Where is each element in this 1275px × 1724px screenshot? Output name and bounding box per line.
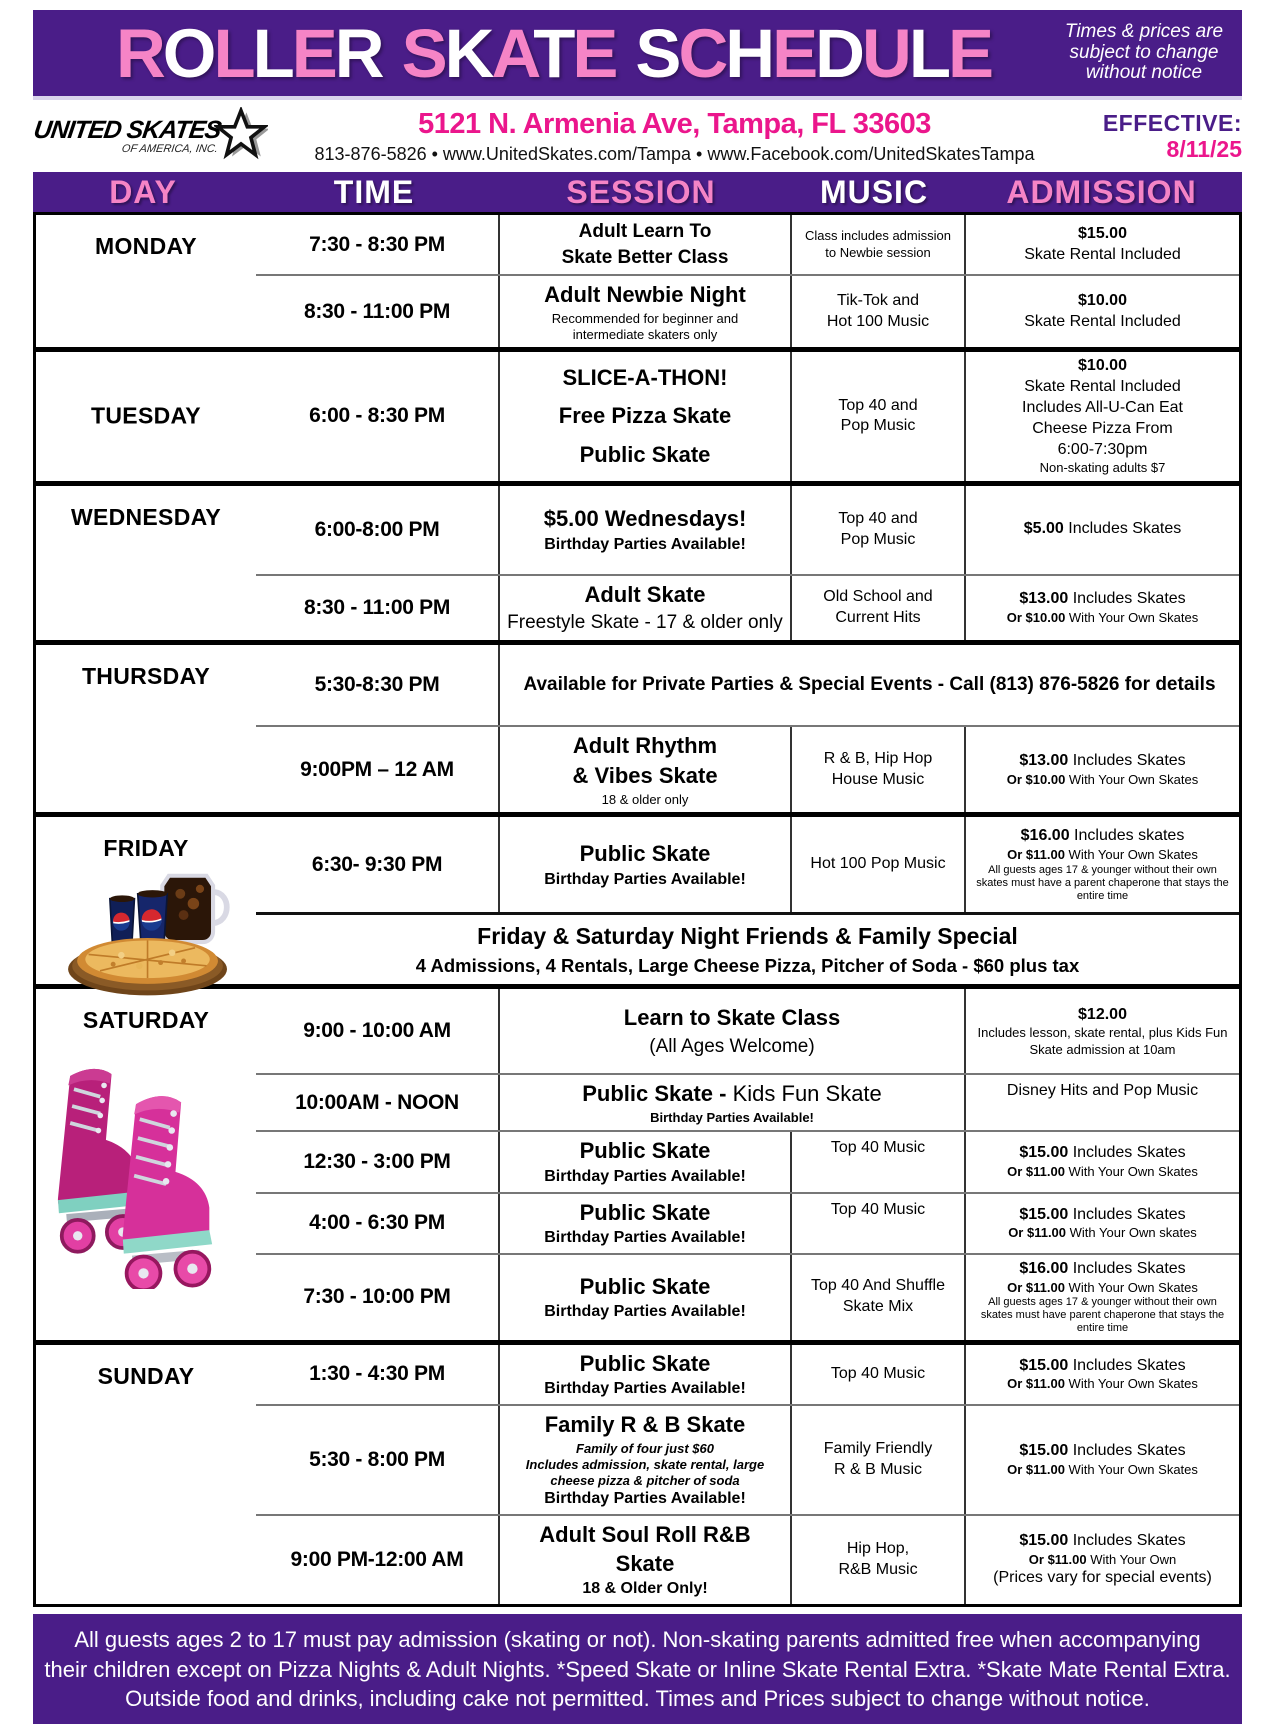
admission-cell	[964, 1075, 1239, 1130]
admission-cell	[964, 1516, 1239, 1604]
session-cell	[498, 215, 790, 274]
text-line: 6:00-7:30pm	[1057, 440, 1148, 458]
day-cell	[36, 989, 256, 1339]
time-cell: 9:00PM – 12 AM	[300, 757, 454, 781]
schedule-row	[256, 1253, 1239, 1340]
pizza-and-soda-image	[64, 861, 236, 1002]
text-line: Class includes admission	[805, 228, 951, 244]
music-cell	[790, 576, 964, 640]
day-label: THURSDAY	[81, 662, 211, 689]
text-line: Freestyle Skate - 17 & older only	[507, 612, 783, 634]
text-line: $16.00 Includes skates	[1020, 827, 1185, 845]
column-header-time: TIME	[333, 173, 415, 210]
column-header-band	[33, 172, 1242, 212]
text-line: Family R & B Skate	[544, 1411, 746, 1437]
contact-line: 813-876-5826 • www.UnitedSkates.com/Tampa • www.Facebook.com/UnitedSkatesTampa	[314, 144, 1035, 165]
text-line: Cheese Pizza From	[1032, 419, 1173, 437]
time-cell: 5:30-8:30 PM	[314, 672, 440, 696]
admission-cell	[964, 1255, 1239, 1340]
text-line: Birthday Parties Available!	[544, 1490, 746, 1508]
text-line: Top 40 and	[838, 396, 918, 414]
text-line: $15.00 Includes Skates	[1019, 1356, 1186, 1374]
time-cell: 7:30 - 10:00 PM	[303, 1285, 451, 1309]
day-rows	[256, 645, 1239, 812]
text-line: 18 & Older Only!	[582, 1580, 708, 1598]
session-cell	[498, 817, 790, 912]
time-cell: 10:00AM - NOON	[295, 1090, 459, 1114]
schedule-row	[256, 274, 1239, 347]
day-section-sunday	[36, 1340, 1239, 1605]
text-line: Skate Better Class	[561, 246, 729, 268]
text-line: Or $11.00 With Your Own skates	[1008, 1225, 1197, 1241]
text-line: Adult Newbie Night	[544, 282, 746, 308]
session-cell	[498, 1255, 790, 1340]
day-rows	[256, 817, 1239, 984]
day-rows	[256, 352, 1239, 480]
time-cell: 8:30 - 11:00 PM	[303, 595, 451, 619]
text-line: $15.00 Includes Skates	[1019, 1144, 1186, 1162]
title-letter: E	[572, 14, 616, 92]
text-line: Skate Rental Included	[1024, 245, 1181, 263]
text-line: Adult Learn To	[578, 221, 712, 242]
title-letter: R	[334, 14, 382, 92]
music-cell	[790, 1194, 964, 1253]
music-cell	[790, 1345, 964, 1404]
time-cell: 8:30 - 11:00 PM	[303, 299, 451, 323]
time-cell: 6:30- 9:30 PM	[311, 852, 443, 876]
footer-line: their children except on Pizza Nights & Adult Nights. *Speed Skate or Inline Skate Rental Extra. *Skate Mate Rental Extra.	[44, 1656, 1231, 1682]
title-letter: O	[162, 14, 214, 92]
text-line: Public Skate	[579, 441, 711, 467]
title-note-line: subject to change	[1069, 41, 1219, 63]
text-line: Public Skate	[579, 841, 711, 867]
admission-cell	[964, 215, 1239, 274]
address-block	[285, 108, 1064, 165]
music-cell	[790, 486, 964, 574]
session-cell	[498, 989, 964, 1073]
text-line: Skate Rental Included	[1024, 312, 1181, 330]
schedule-row	[256, 1192, 1239, 1253]
day-label: MONDAY	[95, 233, 197, 259]
day-cell	[36, 645, 256, 812]
day-cell	[36, 486, 256, 640]
day-label: SUNDAY	[97, 1362, 195, 1389]
admission-cell	[964, 1345, 1239, 1404]
text-line: All guests ages 17 & younger without their own skates must have parent chaperone that stays the entire time	[980, 1295, 1225, 1335]
text-line: Old School and	[823, 587, 933, 605]
text-line: Or $10.00 With Your Own Skates	[1006, 771, 1199, 787]
admission-cell	[964, 352, 1239, 480]
text-line: Birthday Parties Available!	[650, 1109, 814, 1125]
text-line: cheese pizza & pitcher of soda	[550, 1473, 740, 1488]
schedule-row	[256, 817, 1239, 912]
text-line: $10.00	[1078, 357, 1127, 375]
text-line: (Prices vary for special events)	[993, 1569, 1212, 1587]
special-offer-title: Friday & Saturday Night Friends & Family Special	[477, 923, 1018, 950]
column-header-day: DAY	[109, 173, 177, 210]
day-cell	[36, 1345, 256, 1605]
time-cell: 4:00 - 6:30 PM	[309, 1211, 445, 1235]
day-section-monday	[36, 215, 1239, 347]
session-cell	[498, 352, 790, 480]
text-line: SLICE-A-THON!	[562, 364, 728, 390]
text-line: 18 & older only	[601, 792, 689, 808]
text-line: Public Skate	[579, 1273, 711, 1299]
music-cell	[790, 817, 964, 912]
pink-roller-skates-image	[42, 1051, 230, 1294]
text-line: $5.00 Includes Skates	[1023, 520, 1182, 538]
column-header-music: MUSIC	[819, 173, 929, 210]
time-cell: 6:00-8:00 PM	[314, 517, 440, 541]
time-cell: 1:30 - 4:30 PM	[309, 1362, 445, 1386]
text-line: $15.00 Includes Skates	[1019, 1532, 1186, 1550]
text-line: Or $11.00 With Your Own Skates	[1007, 1462, 1198, 1478]
admission-cell	[964, 486, 1239, 574]
time-cell: 6:00 - 8:30 PM	[309, 404, 445, 428]
music-cell	[790, 1406, 964, 1514]
title-letter: A	[491, 14, 534, 92]
schedule-row	[256, 574, 1239, 640]
schedule-row	[256, 1514, 1239, 1604]
title-letter: L	[908, 14, 949, 92]
text-line: Free Pizza Skate	[558, 403, 732, 429]
title-letter: H	[725, 14, 773, 92]
text-line: $15.00 Includes Skates	[1019, 1205, 1186, 1223]
day-section-saturday	[36, 984, 1239, 1339]
schedule-row	[256, 215, 1239, 274]
text-line: $15.00	[1078, 224, 1127, 242]
music-cell	[790, 215, 964, 274]
special-offer-row	[256, 912, 1239, 984]
admission-cell	[964, 727, 1239, 812]
text-line: to Newbie session	[825, 244, 931, 260]
text-line: Birthday Parties Available!	[544, 1229, 746, 1247]
text-line: Includes lesson, skate rental, plus Kids Fun Skate admission at 10am	[977, 1025, 1228, 1057]
text-line: Disney Hits and Pop Music	[1006, 1082, 1199, 1100]
text-line: R&B Music	[838, 1561, 918, 1579]
text-line: & Vibes Skate	[572, 763, 718, 789]
title-letter: L	[252, 14, 292, 92]
text-line: Public Skate - Kids Fun Skate	[582, 1081, 882, 1107]
text-line: Available for Private Parties & Special Events - Call (813) 876-5826 for details	[523, 674, 1216, 696]
time-cell: 5:30 - 8:00 PM	[309, 1447, 445, 1471]
text-line: Or $11.00 With Your Own Skates	[1007, 1164, 1198, 1180]
title-letter: T	[533, 14, 573, 92]
effective-block	[1064, 111, 1242, 163]
admission-cell	[964, 1132, 1239, 1191]
logo-name: UNITED SKATES	[31, 116, 223, 144]
text-line: All guests ages 17 & younger without their own skates must have a parent chaperone that stays the entire time	[976, 863, 1229, 902]
text-line: $12.00	[1078, 1005, 1127, 1023]
column-header-session: SESSION	[566, 173, 716, 210]
text-line: Birthday Parties Available!	[544, 1167, 746, 1185]
text-line: Birthday Parties Available!	[544, 1303, 746, 1321]
footer-line: Outside food and drinks, including cake not permitted. Times and Prices subject to change without notice.	[125, 1685, 1150, 1711]
title-letter: D	[815, 14, 863, 92]
text-line: Top 40 Music	[830, 1200, 926, 1218]
text-line: $5.00 Wednesdays!	[543, 505, 747, 531]
admission-cell	[964, 276, 1239, 347]
admission-cell	[964, 989, 1239, 1073]
text-line: Birthday Parties Available!	[544, 535, 746, 553]
title-letter: E	[772, 14, 816, 92]
text-line: $16.00 Includes Skates	[1019, 1259, 1186, 1277]
text-line: Recommended for beginner and	[551, 310, 739, 326]
music-cell	[790, 1132, 964, 1191]
session-cell	[498, 1406, 790, 1514]
text-line: Or $11.00 With Your Own Skates	[1007, 1376, 1198, 1392]
text-line: $10.00	[1078, 292, 1127, 310]
title-letter: U	[862, 14, 909, 92]
admission-cell	[964, 576, 1239, 640]
footer-line: All guests ages 2 to 17 must pay admission (skating or not). Non-skating parents admitted free when accompanying	[74, 1627, 1201, 1653]
title-letter: L	[213, 14, 253, 92]
text-line: R & B, Hip Hop	[823, 749, 933, 767]
session-cell	[498, 1345, 790, 1404]
flyer	[33, 10, 1242, 1724]
effective-date: 8/11/25	[1166, 135, 1242, 162]
music-cell	[790, 352, 964, 480]
schedule-row	[256, 1404, 1239, 1514]
title-note	[1060, 22, 1228, 85]
day-label: FRIDAY	[103, 835, 189, 862]
day-label: SATURDAY	[82, 1007, 210, 1034]
schedule-row	[256, 1130, 1239, 1191]
schedule-row	[256, 486, 1239, 574]
time-cell: 12:30 - 3:00 PM	[303, 1149, 451, 1173]
day-cell	[36, 215, 256, 347]
title-letter: S	[401, 14, 445, 92]
united-skates-logo	[33, 107, 285, 166]
text-line: Top 40 Music	[830, 1139, 926, 1157]
title-letter: C	[678, 14, 726, 92]
session-cell	[498, 1194, 790, 1253]
text-line: Top 40 and	[838, 509, 918, 527]
text-line: Top 40 And Shuffle	[810, 1277, 946, 1295]
title-note-line: Times & prices are	[1064, 20, 1224, 42]
session-cell	[498, 1075, 964, 1130]
day-rows	[256, 989, 1239, 1339]
schedule-row	[256, 725, 1239, 812]
schedule-row	[256, 645, 1239, 725]
music-cell	[790, 1516, 964, 1604]
day-rows	[256, 215, 1239, 347]
text-line: Skate Rental Included	[1024, 378, 1181, 396]
text-line: Family Friendly	[823, 1440, 933, 1458]
special-offer-subtitle: 4 Admissions, 4 Rentals, Large Cheese Pizza, Pitcher of Soda - $60 plus tax	[415, 955, 1080, 977]
text-line: Tik-Tok and	[836, 292, 920, 310]
text-line: Hot 100 Music	[826, 312, 930, 330]
day-rows	[256, 486, 1239, 640]
text-line: Top 40 Music	[830, 1364, 926, 1382]
session-cell	[498, 645, 1239, 725]
text-line: Current Hits	[835, 608, 921, 626]
admission-cell	[964, 817, 1239, 912]
text-line: Includes All-U-Can Eat	[1022, 398, 1183, 416]
text-line: Birthday Parties Available!	[544, 1380, 746, 1398]
music-cell	[790, 1255, 964, 1340]
text-line: Hot 100 Pop Music	[810, 855, 946, 873]
title-letter: K	[444, 14, 492, 92]
text-line: Birthday Parties Available!	[544, 870, 746, 888]
text-line: Includes admission, skate rental, large	[525, 1456, 765, 1472]
day-label: TUESDAY	[91, 402, 201, 429]
text-line: House Music	[831, 770, 925, 788]
column-header-admission: ADMISSION	[1006, 173, 1197, 210]
day-cell	[36, 352, 256, 480]
text-line: $13.00 Includes Skates	[1019, 752, 1186, 770]
text-line: Non-skating adults $7	[1039, 460, 1166, 476]
title-band	[33, 10, 1242, 100]
schedule-row	[256, 1073, 1239, 1130]
title-letter: E	[948, 14, 992, 92]
session-cell	[498, 486, 790, 574]
text-line: Hip Hop,	[846, 1540, 910, 1558]
page-title	[47, 14, 1060, 92]
text-line: Family of four just $60	[576, 1440, 714, 1456]
day-cell	[36, 817, 256, 984]
text-line: Public Skate	[579, 1138, 711, 1164]
effective-label: EFFECTIVE:	[1102, 109, 1242, 136]
time-cell: 7:30 - 8:30 PM	[309, 232, 445, 256]
day-section-wednesday	[36, 481, 1239, 640]
time-cell: 9:00 - 10:00 AM	[303, 1019, 451, 1043]
text-line: Adult Soul Roll R&B Skate	[539, 1522, 751, 1576]
day-section-tuesday	[36, 347, 1239, 480]
admission-cell	[964, 1406, 1239, 1514]
schedule-row	[256, 989, 1239, 1073]
session-cell	[498, 727, 790, 812]
music-cell	[790, 727, 964, 812]
address: 5121 N. Armenia Ave, Tampa, FL 33603	[418, 107, 931, 140]
footer-notice	[33, 1614, 1242, 1724]
text-line: intermediate skaters only	[572, 327, 718, 343]
admission-cell	[964, 1194, 1239, 1253]
text-line: $13.00 Includes Skates	[1019, 590, 1186, 608]
text-line: $15.00 Includes Skates	[1019, 1442, 1186, 1460]
text-line: Or $11.00 With Your Own	[1028, 1551, 1177, 1567]
title-letter: E	[291, 14, 335, 92]
text-line: Adult Rhythm	[572, 732, 718, 758]
text-line: Pop Music	[840, 417, 916, 435]
text-line: Adult Skate	[584, 581, 706, 607]
time-cell: 9:00 PM-12:00 AM	[290, 1548, 464, 1572]
text-line: Public Skate	[579, 1350, 711, 1376]
music-cell	[790, 276, 964, 347]
text-line: Or $10.00 With Your Own Skates	[1006, 610, 1199, 625]
logo-subname: OF AMERICA, INC.	[120, 143, 219, 155]
session-cell	[498, 576, 790, 640]
day-rows	[256, 1345, 1239, 1605]
text-line: Or $11.00 With Your Own Skates	[1007, 847, 1198, 863]
session-cell	[498, 1132, 790, 1191]
schedule-row	[256, 1345, 1239, 1404]
text-line: (All Ages Welcome)	[649, 1035, 815, 1057]
text-line: Public Skate	[579, 1199, 711, 1225]
session-cell	[498, 1516, 790, 1604]
schedule-row	[256, 352, 1239, 480]
title-letter: S	[635, 14, 679, 92]
title-note-line: without notice	[1085, 62, 1203, 84]
session-cell	[498, 276, 790, 347]
text-line: Pop Music	[840, 530, 916, 548]
text-line: Or $11.00 With Your Own Skates	[1007, 1279, 1198, 1295]
text-line: R & B Music	[833, 1460, 922, 1478]
title-letter: R	[115, 14, 163, 92]
day-label: WEDNESDAY	[70, 503, 222, 530]
day-section-friday	[36, 812, 1239, 984]
text-line: Skate Mix	[842, 1298, 914, 1316]
text-line: Learn to Skate Class	[623, 1005, 841, 1031]
brand-row	[33, 100, 1242, 172]
schedule-table	[33, 212, 1242, 1607]
day-section-thursday	[36, 640, 1239, 812]
